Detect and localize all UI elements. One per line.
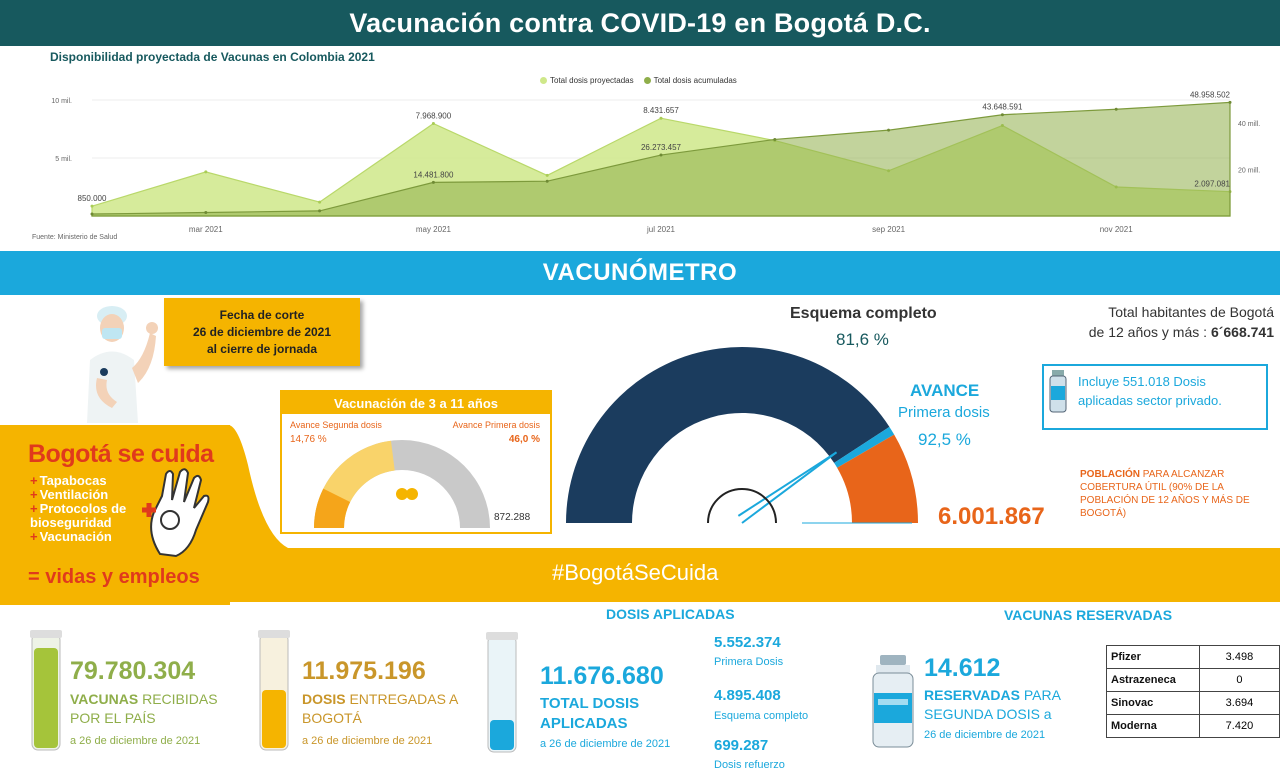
orange-curve bbox=[228, 425, 288, 550]
aplicadas-date: a 26 de diciembre de 2021 bbox=[540, 738, 671, 750]
esquema-label: Esquema completo bbox=[790, 305, 937, 322]
hashtag: #BogotáSeCuida bbox=[552, 560, 719, 585]
legend-item-acumuladas[interactable]: Total dosis acumuladas bbox=[644, 76, 737, 85]
habitantes-line2: de 12 años y más : bbox=[1088, 324, 1208, 340]
list-item: + Tapabocas bbox=[30, 473, 107, 488]
data-point[interactable] bbox=[660, 154, 663, 157]
nurse-illustration bbox=[72, 298, 167, 426]
main-gauge bbox=[552, 345, 932, 535]
table-row bbox=[1107, 692, 1280, 715]
data-point[interactable] bbox=[318, 209, 321, 212]
kids-title: Vacunación de 3 a 11 años bbox=[282, 392, 550, 414]
vacunometro-band bbox=[0, 251, 1280, 295]
table-cell-value: 0 bbox=[1199, 669, 1279, 692]
data-label: 26.273.457 bbox=[640, 143, 682, 153]
vacunas-reservadas-title: VACUNAS RESERVADAS bbox=[1004, 607, 1173, 623]
habitantes-info bbox=[1060, 302, 1274, 342]
data-point[interactable] bbox=[773, 138, 776, 141]
data-label: 8.431.657 bbox=[643, 106, 679, 116]
x-tick-label: may 2021 bbox=[415, 225, 451, 234]
data-point[interactable] bbox=[432, 122, 435, 125]
vidas-empleos: = vidas y empleos bbox=[28, 566, 200, 588]
recibidas-date: a 26 de diciembre de 2021 bbox=[70, 735, 201, 747]
table-cell-name: Sinovac bbox=[1107, 692, 1200, 715]
table-cell-name: Moderna bbox=[1107, 715, 1200, 738]
vacunas-table bbox=[1106, 645, 1280, 738]
recibidas-value: 79.780.304 bbox=[70, 657, 196, 685]
table-cell-value: 3.694 bbox=[1199, 692, 1279, 715]
habitantes-line1: Total habitantes de Bogotá bbox=[1108, 304, 1274, 320]
esquema-count-label: Esquema completo bbox=[714, 710, 809, 722]
page-title: Vacunación contra COVID-19 en Bogotá D.C. bbox=[349, 7, 931, 38]
fecha-line1: Fecha de corte bbox=[219, 307, 305, 322]
fecha-line2: 26 de diciembre de 2021 bbox=[192, 324, 332, 339]
sector-privado-text: Incluye 551.018 Dosis aplicadas sector privado. bbox=[1078, 374, 1222, 408]
y-tick-label-right: 20 mill. bbox=[1238, 167, 1261, 175]
refuerzo-count-label: Dosis refuerzo bbox=[714, 759, 785, 771]
reservadas-label: RESERVADAS PARA SEGUNDA DOSIS a bbox=[924, 687, 1061, 722]
list-item: + Vacunación bbox=[30, 529, 112, 544]
table-cell-name: Astrazeneca bbox=[1107, 669, 1200, 692]
aplicadas-value: 11.676.680 bbox=[540, 662, 664, 690]
gauge-esquema bbox=[566, 347, 889, 523]
fecha-corte-box bbox=[164, 298, 360, 366]
data-label: 48.958.502 bbox=[1189, 90, 1230, 100]
legend-item-proyectadas[interactable]: Total dosis proyectadas bbox=[540, 76, 634, 85]
data-label: 7.968.900 bbox=[415, 111, 452, 121]
data-label: 2.097.081 bbox=[1194, 179, 1230, 189]
primera-dosis-value: 92,5 % bbox=[918, 430, 971, 449]
chart-legend bbox=[540, 76, 737, 85]
esquema-value: 81,6 % bbox=[836, 330, 889, 349]
refuerzo-count: 699.287 bbox=[714, 737, 769, 754]
kids-vaccination-box bbox=[280, 390, 552, 534]
data-label: 43.648.591 bbox=[982, 102, 1023, 112]
data-point[interactable] bbox=[204, 211, 207, 214]
data-point[interactable] bbox=[1115, 108, 1118, 111]
y-tick-label: 5 mil. bbox=[55, 156, 72, 163]
data-point[interactable] bbox=[91, 205, 94, 208]
dosis-aplicadas-title: DOSIS APLICADAS bbox=[606, 606, 735, 622]
area-chart[interactable] bbox=[0, 88, 1280, 238]
primera-dosis-count-label: Primera Dosis bbox=[714, 656, 784, 668]
kids-gauge bbox=[302, 440, 502, 530]
y-tick-label-right: 40 mill. bbox=[1238, 121, 1261, 129]
chart-title: Disponibilidad proyectada de Vacunas en Colombia 2021 bbox=[50, 50, 375, 64]
gauge-needle bbox=[738, 452, 836, 516]
table-row bbox=[1107, 715, 1280, 738]
table-cell-value: 3.498 bbox=[1199, 646, 1279, 669]
reservadas-date: 26 de diciembre de 2021 bbox=[924, 729, 1046, 741]
data-point[interactable] bbox=[204, 170, 207, 173]
data-point[interactable] bbox=[432, 181, 435, 184]
tube-green-icon bbox=[24, 630, 68, 754]
x-tick-label: jul 2021 bbox=[646, 225, 676, 234]
data-point[interactable] bbox=[1229, 101, 1232, 104]
data-point[interactable] bbox=[1001, 113, 1004, 116]
recibidas-label: VACUNAS RECIBIDAS POR EL PAÍS bbox=[70, 691, 218, 726]
vacunometro-title: VACUNÓMETRO bbox=[542, 259, 738, 286]
reservadas-value: 14.612 bbox=[924, 654, 1001, 682]
kids-icon bbox=[406, 488, 418, 500]
data-label: 850.000 bbox=[77, 194, 107, 204]
aplicadas-label2: APLICADAS bbox=[540, 715, 628, 732]
table-row bbox=[1107, 646, 1280, 669]
kids-segunda-label: Avance Segunda dosis bbox=[290, 420, 382, 430]
list-item: + Ventilación bbox=[30, 487, 109, 502]
aplicadas-label1: TOTAL DOSIS bbox=[540, 695, 640, 712]
chart-source: Fuente: Ministerio de Salud bbox=[32, 234, 118, 241]
bogota-list bbox=[30, 474, 130, 544]
kids-segunda-value: 14,76 % bbox=[290, 434, 327, 445]
gauge-needle bbox=[742, 452, 836, 523]
data-label: 14.481.800 bbox=[413, 170, 454, 180]
bogota-se-cuida-title: Bogotá se cuida bbox=[28, 440, 214, 468]
x-tick-label: sep 2021 bbox=[872, 225, 906, 234]
avance-label: AVANCE bbox=[910, 381, 980, 400]
entregadas-label: DOSIS ENTREGADAS A BOGOTÁ bbox=[302, 691, 458, 726]
x-tick-label: mar 2021 bbox=[188, 225, 223, 234]
tube-yellow-icon bbox=[252, 630, 296, 754]
entregadas-value: 11.975.196 bbox=[302, 657, 426, 685]
habitantes-value: 6´668.741 bbox=[1210, 324, 1274, 340]
kids-primera-label: Avance Primera dosis bbox=[452, 420, 540, 430]
data-point[interactable] bbox=[887, 129, 890, 132]
esquema-count: 4.895.408 bbox=[714, 687, 781, 704]
ok-hand-icon bbox=[140, 462, 212, 558]
data-point[interactable] bbox=[318, 201, 321, 204]
data-point[interactable] bbox=[660, 117, 663, 120]
fecha-line3: al cierre de jornada bbox=[206, 341, 318, 356]
vaccine-vial-icon bbox=[870, 655, 916, 751]
poblacion-description: POBLACIÓN PARA ALCANZAR COBERTURA ÚTIL (90% DE LA POBLACIÓN DE 12 AÑOS Y MÁS DE BOGOTÁ) bbox=[1080, 469, 1250, 519]
primera-dosis-count: 5.552.374 bbox=[714, 634, 781, 651]
table-cell-name: Pfizer bbox=[1107, 646, 1200, 669]
table-cell-value: 7.420 bbox=[1199, 715, 1279, 738]
vial-icon bbox=[1048, 370, 1068, 414]
table-row bbox=[1107, 669, 1280, 692]
kids-total: 872.288 bbox=[494, 512, 531, 523]
poblacion-value: 6.001.867 bbox=[938, 503, 1045, 530]
primera-dosis-label: Primera dosis bbox=[898, 404, 990, 421]
x-tick-label: nov 2021 bbox=[1099, 225, 1133, 234]
list-item: + Protocolos de bioseguridad bbox=[30, 501, 127, 530]
kids-primera-value: 46,0 % bbox=[508, 434, 540, 445]
page-header bbox=[0, 0, 1280, 46]
entregadas-date: a 26 de diciembre de 2021 bbox=[302, 735, 433, 747]
data-point[interactable] bbox=[546, 180, 549, 183]
y-tick-label: 10 mil. bbox=[51, 98, 72, 105]
tube-blue-icon bbox=[480, 632, 524, 756]
data-point[interactable] bbox=[91, 213, 94, 216]
data-point[interactable] bbox=[546, 174, 549, 177]
